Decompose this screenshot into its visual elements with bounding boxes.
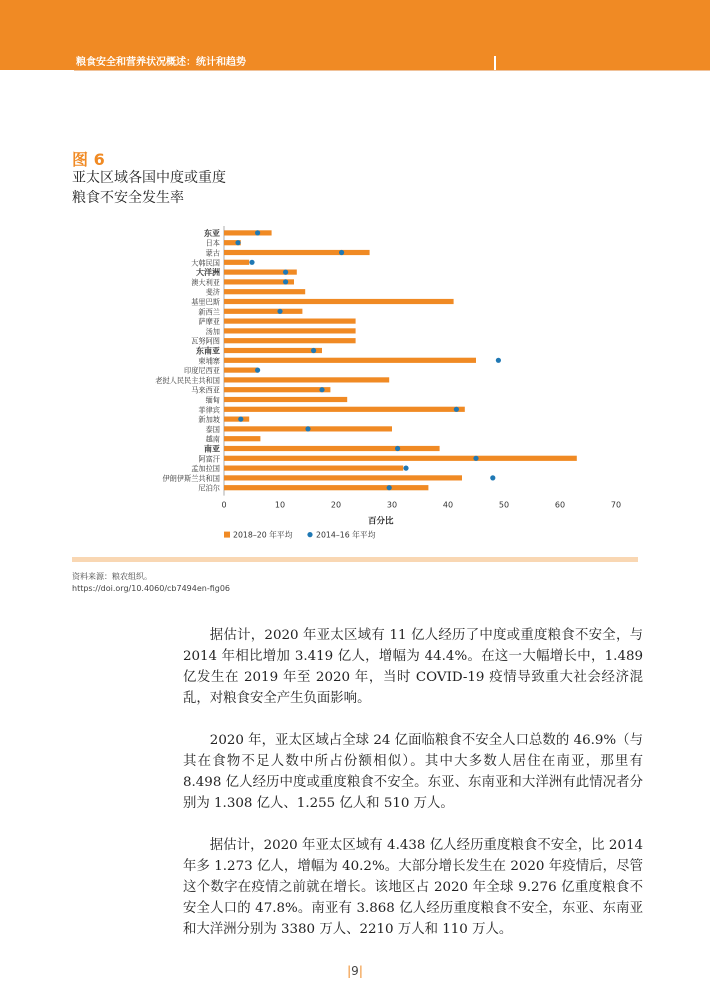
paragraph-1: 据估计，2020 年亚太区域有 11 亿人经历了中度或重度粮食不安全，与 2014 年相比增加 3.419 亿人，增幅为 44.4%。在这一大幅增长中，1.489 亿发生在 2019 年至 2020 年，当时 COVID-19 疫情导致重大社会经济混乱，对粮食安全产生负面影响。 bbox=[183, 628, 643, 706]
x-tick-label: 70 bbox=[610, 500, 622, 510]
group-label: 大洋洲 bbox=[196, 268, 220, 278]
figure-label: 图 6 bbox=[72, 150, 105, 169]
category-label: 缅甸 bbox=[205, 395, 220, 405]
x-tick-label: 30 bbox=[386, 500, 398, 510]
source-doi-link[interactable]: https://doi.org/10.4060/cb7494en-fig06 bbox=[72, 584, 231, 593]
bar-2018-20 bbox=[224, 328, 356, 333]
bar-2018-20 bbox=[224, 299, 454, 304]
category-label: 阿富汗 bbox=[198, 454, 220, 464]
category-label: 新西兰 bbox=[198, 307, 220, 317]
page-number bbox=[0, 964, 710, 978]
bar-2018-20 bbox=[224, 417, 249, 422]
category-label: 蒙古 bbox=[205, 248, 220, 258]
dot-2014-16 bbox=[311, 348, 316, 353]
category-label: 日本 bbox=[205, 238, 220, 248]
paragraph-3: 据估计，2020 年亚太区域有 4.438 亿人经历重度粮食不安全，比 2014 年多 1.273 亿人，增幅为 40.2%。大部分增长发生在 2020 年疫情后，尽管这个数字在疫情之前就在增长。该地区占 2020 年全球 9.276 亿重度粮食不安全人口的 47.8%。南亚有 3.868 亿人经历重度粮食不安全，东亚、东南亚和大洋洲分别为 3380 万人、2210 万人和 110 万人。 bbox=[183, 838, 643, 937]
dot-2014-16 bbox=[454, 407, 459, 412]
bar-2018-20 bbox=[224, 230, 272, 235]
figure-title-line-2: 粮食不安全发生率 bbox=[72, 190, 184, 206]
page-number-bar-right: | bbox=[358, 964, 363, 978]
x-tick-label: 10 bbox=[274, 500, 286, 510]
bar-2018-20 bbox=[224, 260, 249, 265]
top-color-band bbox=[0, 0, 710, 56]
category-label: 泰国 bbox=[205, 424, 220, 434]
x-tick-label: 0 bbox=[221, 500, 227, 510]
dot-2014-16 bbox=[255, 230, 260, 235]
bar-2018-20 bbox=[224, 387, 330, 392]
x-tick-label: 20 bbox=[330, 500, 342, 510]
legend-swatch-dot bbox=[307, 532, 312, 537]
category-label: 基里巴斯 bbox=[191, 297, 220, 307]
category-label: 印度尼西亚 bbox=[184, 366, 220, 376]
bar-2018-20 bbox=[224, 250, 370, 255]
bar-2018-20 bbox=[224, 309, 302, 314]
figure-title-line-1: 亚太区域各国中度或重度 bbox=[72, 170, 226, 186]
bar-2018-20 bbox=[224, 348, 322, 353]
category-label: 孟加拉国 bbox=[191, 464, 220, 474]
bar-2018-20 bbox=[224, 358, 476, 363]
x-tick-label: 50 bbox=[498, 500, 510, 510]
bar-2018-20 bbox=[224, 475, 462, 480]
dot-2014-16 bbox=[305, 426, 310, 431]
x-tick-label: 40 bbox=[442, 500, 454, 510]
dot-2014-16 bbox=[473, 456, 478, 461]
dot-2014-16 bbox=[496, 358, 501, 363]
dot-2014-16 bbox=[403, 466, 408, 471]
category-label: 新加坡 bbox=[198, 415, 220, 425]
group-label: 东亚 bbox=[204, 228, 220, 238]
bar-2018-20 bbox=[224, 456, 577, 461]
dot-2014-16 bbox=[490, 475, 495, 480]
bar-2018-20 bbox=[224, 319, 356, 324]
bar-2018-20 bbox=[224, 289, 305, 294]
dot-2014-16 bbox=[283, 279, 288, 284]
category-label: 大韩民国 bbox=[191, 258, 220, 268]
category-label: 马来西亚 bbox=[191, 385, 220, 395]
header-bar-right bbox=[496, 56, 710, 70]
category-label: 菲律宾 bbox=[198, 405, 220, 415]
category-label: 澳大利亚 bbox=[191, 277, 220, 287]
category-label: 老挝人民民主共和国 bbox=[155, 375, 220, 385]
bar-2018-20 bbox=[224, 377, 389, 382]
source-divider bbox=[72, 557, 638, 562]
bar-2018-20 bbox=[224, 407, 465, 412]
dot-2014-16 bbox=[235, 240, 240, 245]
dot-2014-16 bbox=[283, 270, 288, 275]
category-label: 越南 bbox=[205, 434, 220, 444]
x-axis-label: 百分比 bbox=[368, 516, 394, 527]
figure-title bbox=[72, 168, 322, 208]
category-label: 瓦努阿图 bbox=[191, 336, 220, 346]
page-number-value: 9 bbox=[351, 964, 359, 978]
bar-2018-20 bbox=[224, 436, 260, 441]
header-rule bbox=[74, 70, 710, 71]
category-label: 汤加 bbox=[205, 326, 220, 336]
dot-2014-16 bbox=[277, 309, 282, 314]
bar-2018-20 bbox=[224, 485, 428, 490]
group-label: 东南亚 bbox=[196, 346, 220, 356]
bar-2018-20 bbox=[224, 368, 258, 373]
bar-2018-20 bbox=[224, 466, 403, 471]
dot-2014-16 bbox=[339, 250, 344, 255]
bar-chart bbox=[140, 222, 640, 540]
category-label: 伊朗伊斯兰共和国 bbox=[162, 473, 220, 483]
x-tick-label: 60 bbox=[554, 500, 566, 510]
figure-source bbox=[72, 571, 230, 595]
category-label: 尼泊尔 bbox=[198, 483, 220, 493]
legend-label-bar: 2018–20 年平均 bbox=[233, 530, 293, 540]
bar-2018-20 bbox=[224, 397, 347, 402]
dot-2014-16 bbox=[387, 485, 392, 490]
dot-2014-16 bbox=[249, 260, 254, 265]
dot-2014-16 bbox=[238, 417, 243, 422]
category-label: 斐济 bbox=[205, 287, 220, 297]
paragraph-2: 2020 年，亚太区域占全球 24 亿面临粮食不安全人口总数的 46.9%（与其在食物不足人数中所占份额相似）。其中大多数人居住在南亚，那里有 8.498 亿人经历中度或重度粮食不安全。东亚、东南亚和大洋洲有此情况者分别为 1.308 亿人、1.255 亿人和 510 万人。 bbox=[183, 733, 643, 811]
dot-2014-16 bbox=[319, 387, 324, 392]
bar-2018-20 bbox=[224, 338, 356, 343]
page-number-bar-left: | bbox=[347, 964, 352, 978]
legend-swatch-bar bbox=[224, 532, 230, 538]
category-label: 萨摩亚 bbox=[198, 317, 220, 327]
running-header-title: 粮食安全和营养状况概述：统计和趋势 bbox=[76, 57, 246, 68]
header-bar-left bbox=[0, 56, 74, 70]
dot-2014-16 bbox=[255, 368, 260, 373]
group-label: 南亚 bbox=[204, 444, 220, 454]
dot-2014-16 bbox=[395, 446, 400, 451]
category-label: 柬埔寨 bbox=[198, 356, 220, 366]
body-text bbox=[183, 625, 643, 961]
source-line-1: 资料来源：粮农组织。 bbox=[72, 572, 152, 581]
bar-2018-20 bbox=[224, 446, 440, 451]
legend-label-dot: 2014–16 年平均 bbox=[316, 530, 376, 540]
